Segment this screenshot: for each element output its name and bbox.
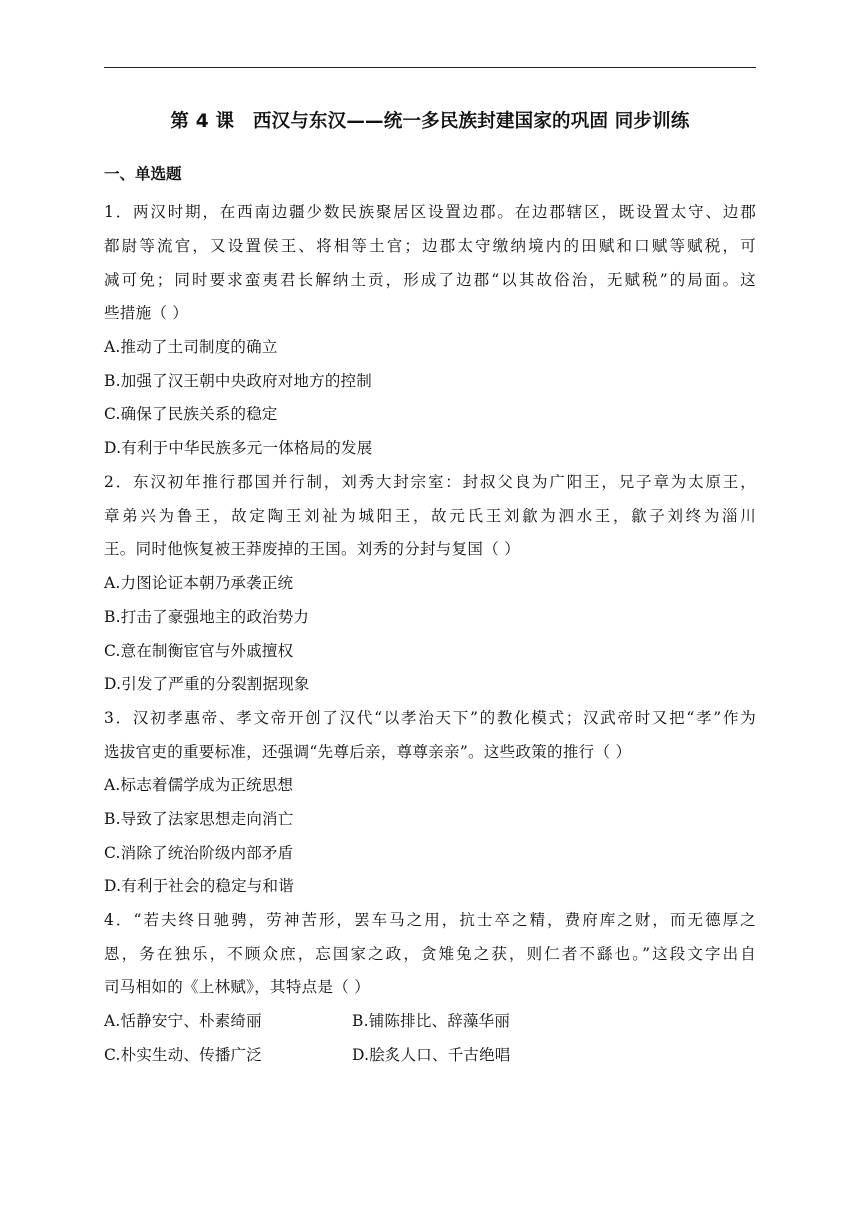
question-4-option-a[interactable]: A.恬静安宁、朴素绮丽	[104, 1012, 262, 1030]
question-1-line-2: 都尉等流官，又设置侯王、将相等土官；边郡太守缴纳境内的田赋和口赋等赋税，可	[104, 237, 756, 255]
question-4-option-b[interactable]: B.铺陈排比、辞藻华丽	[352, 1012, 511, 1030]
question-2-line-3: 王。同时他恢复被王莽废掉的王国。刘秀的分封与复国（ ）	[104, 540, 521, 558]
question-3-option-d[interactable]: D.有利于社会的稳定与和谐	[104, 877, 294, 895]
header-rule	[104, 67, 756, 68]
question-3-line-2: 选拔官吏的重要标准，还强调“先尊后亲，尊尊亲亲”。这些政策的推行（ ）	[104, 743, 632, 761]
question-3-option-a[interactable]: A.标志着儒学成为正统思想	[104, 776, 294, 794]
question-2-option-a[interactable]: A.力图论证本朝乃承袭正统	[104, 574, 294, 592]
question-4-option-c[interactable]: C.朴实生动、传播广泛	[104, 1046, 262, 1064]
question-2-line-1: 2．东汉初年推行郡国并行制，刘秀大封宗室：封叔父良为广阳王，兄子章为太原王，	[104, 473, 756, 491]
question-3-line-1: 3．汉初孝惠帝、孝文帝开创了汉代“以孝治天下”的教化模式；汉武帝时又把“孝”作为	[104, 709, 756, 727]
question-1-option-a[interactable]: A.推动了土司制度的确立	[104, 338, 278, 356]
question-3-option-c[interactable]: C.消除了统治阶级内部矛盾	[104, 844, 294, 862]
page-title: 第 4 课 西汉与东汉——统一多民族封建国家的巩固 同步训练	[170, 111, 690, 132]
question-2-option-d[interactable]: D.引发了严重的分裂割据现象	[104, 675, 310, 693]
question-1-option-b[interactable]: B.加强了汉王朝中央政府对地方的控制	[104, 372, 372, 390]
question-1-line-1: 1．两汉时期，在西南边疆少数民族聚居区设置边郡。在边郡辖区，既设置太守、边郡	[104, 203, 756, 221]
question-1-line-4: 些措施（ ）	[104, 304, 189, 322]
question-2-option-b[interactable]: B.打击了豪强地主的政治势力	[104, 608, 310, 626]
section-heading: 一、单选题	[104, 165, 182, 183]
question-4-line-3: 司马相如的《上林赋》，其特点是（ ）	[104, 978, 371, 996]
question-1-option-c[interactable]: C.确保了民族关系的稳定	[104, 405, 278, 423]
question-2-line-2: 章弟兴为鲁王，故定陶王刘祉为城阳王，故元氏王刘歙为泗水王，歙子刘终为淄川	[104, 507, 756, 525]
question-3-option-b[interactable]: B.导致了法家思想走向消亡	[104, 810, 294, 828]
question-4-line-2: 恩，务在独乐，不顾众庶，忘国家之政，贪雉兔之获，则仁者不繇也。”这段文字出自	[104, 945, 756, 963]
question-1-line-3: 减可免；同时要求蛮夷君长解纳土贡，形成了边郡“以其故俗治，无赋税”的局面。这	[104, 271, 756, 289]
question-4-line-1: 4．“若夫终日驰骋，劳神苦形，罢车马之用，抗士卒之精，费府库之财，而无德厚之	[104, 911, 756, 929]
question-4-option-d[interactable]: D.脍炙人口、千古绝唱	[352, 1046, 511, 1064]
question-2-option-c[interactable]: C.意在制衡宦官与外戚擅权	[104, 642, 294, 660]
question-1-option-d[interactable]: D.有利于中华民族多元一体格局的发展	[104, 439, 373, 457]
